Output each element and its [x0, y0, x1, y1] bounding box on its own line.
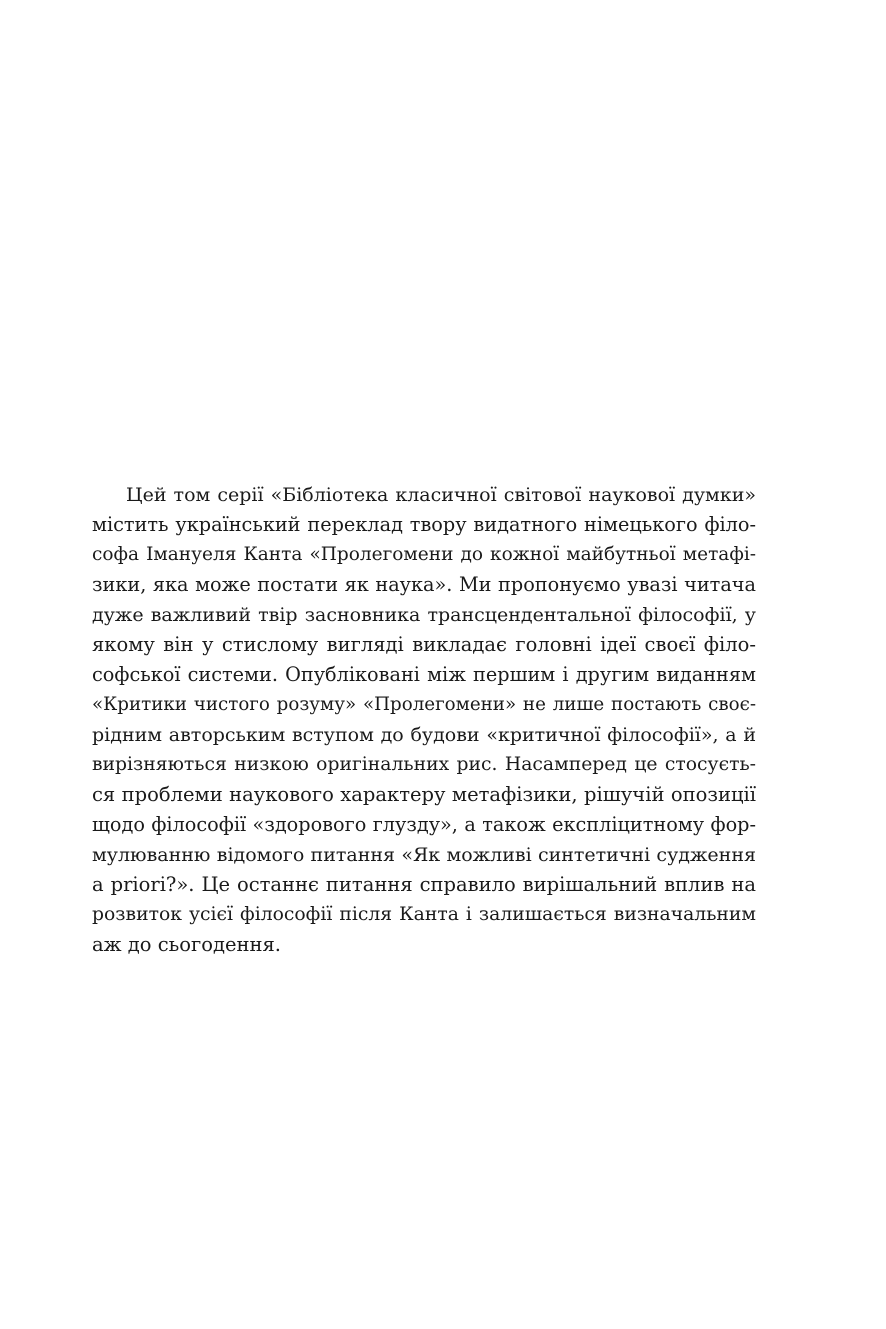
text-line: дуже важливий твір засновника трансцендентальної філософії, у [92, 604, 756, 626]
text-line: Цей том серії «Бібліотека класичної світової наукової думки» [126, 484, 756, 506]
text-line: мулюванню відомого питання «Як можливі синтетичні судження [92, 844, 756, 866]
body-paragraph [92, 480, 756, 960]
text-line: вирізняються низкою оригінальних рис. Насамперед це стосуєть- [92, 754, 756, 775]
text-line: «Критики чистого розуму» «Пролегомени» не лише постають своє- [92, 694, 756, 715]
text-line: щодо філософії «здорового глузду», а також експліцитному фор- [92, 813, 756, 836]
text-line: ся проблеми наукового характеру метафізики, рішучій опозиції [92, 783, 756, 806]
text-line: якому він у стислому вигляді викладає головні ідеї своєї філо- [92, 633, 756, 656]
text-line: аж до сьогодення. [92, 933, 281, 956]
text-line: містить український переклад твору видатного німецького філо- [92, 513, 756, 536]
text-line: софської системи. Опубліковані між першим і другим виданням [92, 663, 756, 686]
text-line: софа Імануеля Канта «Пролегомени до кожної майбутньої метафі- [92, 544, 756, 565]
text-line: рідним авторським вступом до будови «критичної філософії», а й [92, 724, 756, 746]
text-line: a priori?». Це останнє питання справило вирішальний вплив на [92, 873, 756, 896]
text-line: розвиток усієї філософії після Канта і залишається визначальним [92, 904, 756, 925]
text-line: зики, яка може постати як наука». Ми пропонуємо увазі читача [92, 573, 756, 596]
